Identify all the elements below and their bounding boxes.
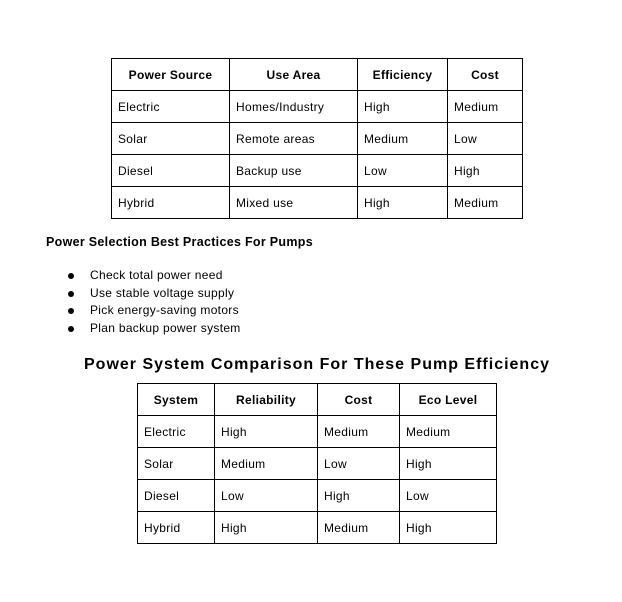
power-system-comparison-table — [137, 383, 497, 544]
table-cell: Low — [318, 448, 400, 480]
table-cell: High — [400, 512, 497, 544]
table-header-row — [112, 59, 523, 91]
comparison-title: Power System Comparison For These Pump Efficiency — [84, 356, 550, 373]
best-practices-list — [68, 267, 241, 337]
table-header-row — [138, 384, 497, 416]
table-cell: Medium — [318, 512, 400, 544]
column-header: Reliability — [215, 384, 318, 416]
list-item-text: Pick energy-saving motors — [90, 303, 239, 317]
table-cell: Medium — [448, 91, 523, 123]
list-item — [68, 285, 241, 303]
table-cell: Remote areas — [230, 123, 358, 155]
column-header: Cost — [448, 59, 523, 91]
table-cell: Low — [215, 480, 318, 512]
table-cell: High — [448, 155, 523, 187]
column-header: Cost — [318, 384, 400, 416]
list-item-text: Use stable voltage supply — [90, 285, 235, 300]
table-row — [112, 91, 523, 123]
table-cell: Hybrid — [138, 512, 215, 544]
table-cell: Medium — [215, 448, 318, 480]
table-cell: Hybrid — [112, 187, 230, 219]
list-item — [68, 267, 241, 285]
table-row — [112, 155, 523, 187]
table-cell: Low — [400, 480, 497, 512]
column-header: Use Area — [230, 59, 358, 91]
table-cell: High — [400, 448, 497, 480]
table-row — [138, 512, 497, 544]
table-row — [138, 480, 497, 512]
table-cell: Mixed use — [230, 187, 358, 219]
bullet-icon — [68, 308, 74, 314]
table-cell: High — [318, 480, 400, 512]
table-cell: High — [358, 187, 448, 219]
table-cell: Electric — [138, 416, 215, 448]
table-cell: Medium — [448, 187, 523, 219]
table-cell: Medium — [318, 416, 400, 448]
table-cell: Low — [448, 123, 523, 155]
list-item-text: Plan backup power system — [90, 320, 241, 335]
bullet-icon — [68, 291, 74, 297]
table-cell: Electric — [112, 91, 230, 123]
power-source-table — [111, 58, 523, 219]
table-row — [138, 416, 497, 448]
table-cell: High — [215, 416, 318, 448]
table-cell: Diesel — [138, 480, 215, 512]
column-header: Power Source — [112, 59, 230, 91]
table-cell: Homes/Industry — [230, 91, 358, 123]
table-cell: Medium — [400, 416, 497, 448]
table-cell: Solar — [112, 123, 230, 155]
table-cell: High — [215, 512, 318, 544]
list-item-text: Check total power need — [90, 268, 223, 282]
table-cell: Medium — [358, 123, 448, 155]
table-cell: Solar — [138, 448, 215, 480]
table-row — [112, 123, 523, 155]
column-header: Eco Level — [400, 384, 497, 416]
bullet-icon — [68, 273, 74, 279]
table-row — [112, 187, 523, 219]
column-header: Efficiency — [358, 59, 448, 91]
list-item — [68, 302, 241, 320]
table-cell: Low — [358, 155, 448, 187]
table-cell: Diesel — [112, 155, 230, 187]
list-item — [68, 320, 241, 338]
table-cell: High — [358, 91, 448, 123]
column-header: System — [138, 384, 215, 416]
bullet-icon — [68, 326, 74, 332]
table-cell: Backup use — [230, 155, 358, 187]
table-row — [138, 448, 497, 480]
best-practices-heading: Power Selection Best Practices For Pumps — [46, 235, 313, 249]
